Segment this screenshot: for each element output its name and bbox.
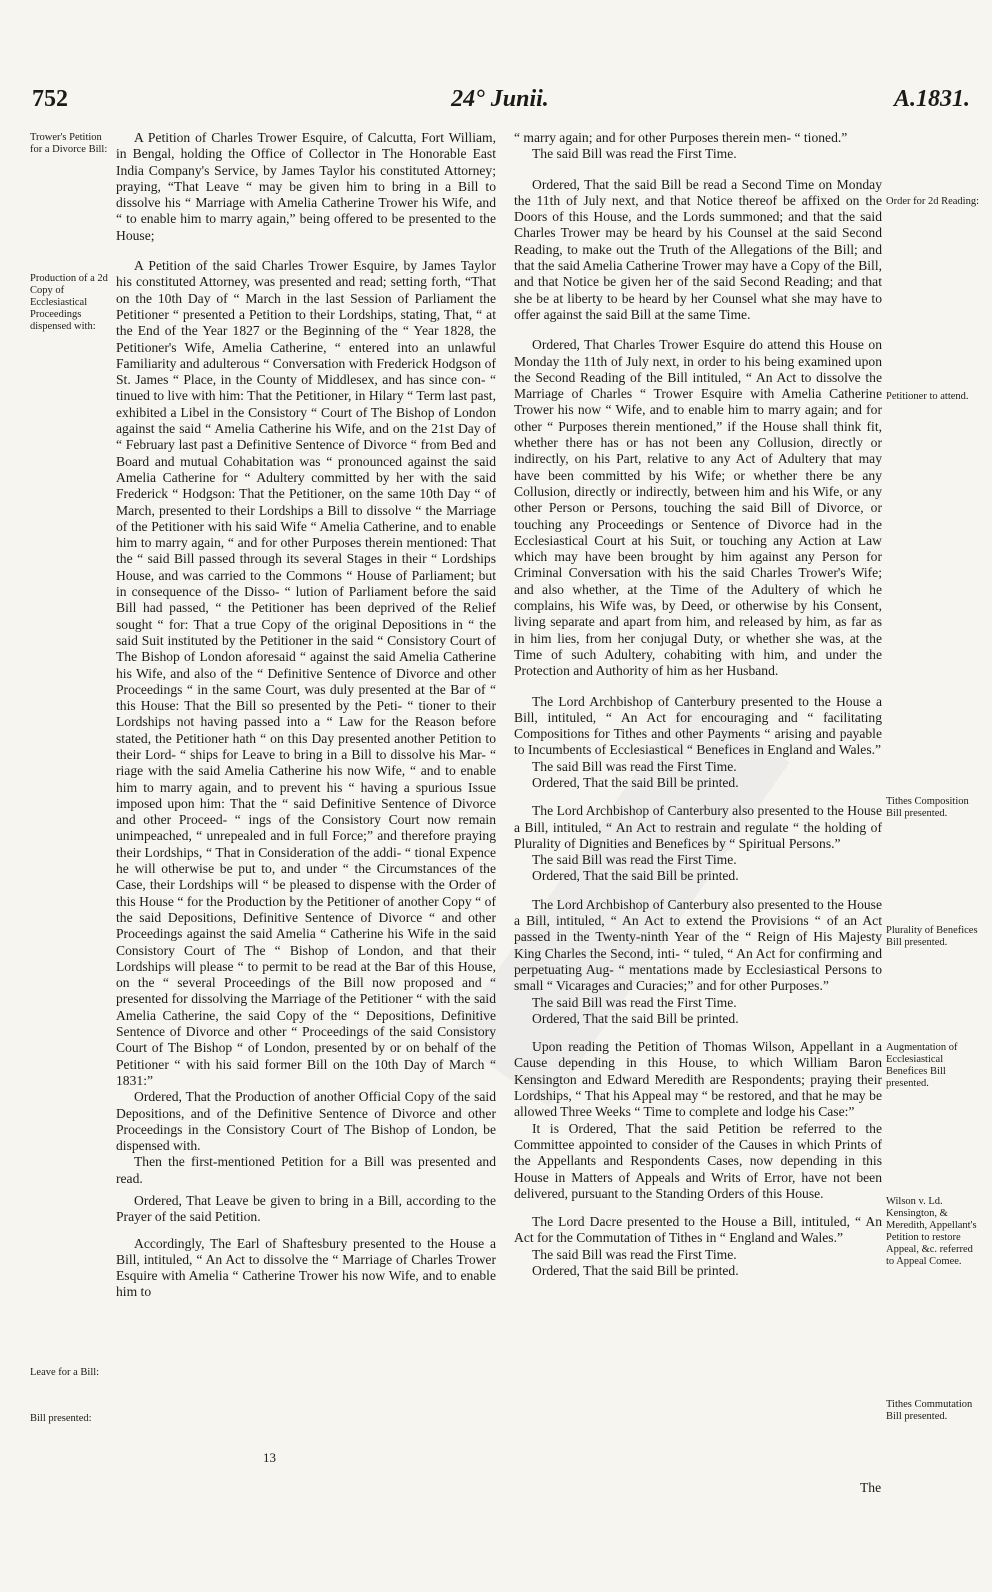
margin-note: Plurality of Benefices Bill presented. [886,925,978,948]
paragraph: The said Bill was read the First Time. [532,994,737,1010]
paragraph: The said Bill was read the First Time. [532,758,737,774]
page-number: 752 [32,86,68,112]
paragraph: Ordered, That Charles Trower Esquire do attend this House on Monday the 11th of July next, in order to his being examined upon the Second Reading of the Bill intituled, “ An Act to dissolve the Marriage of Charles “ Trower Esquire with Amelia Catherine Trower his now “ Wife, and to enable him to marry again; and for other “ Purposes therein mentioned,” if the House shall think fit, whether there has or has not been any Collusion, directly or indirectly, on his Part, relative to any Act of Adultery that may have been committed by his Wife; or whether there be any Collusion, directly or indirectly, between him and his Wife, or any other Person or Persons, touching the said Bill of Divorce, or touching any Proceedings or Sentence of Divorce had in the Ecclesiastical Court at his Suit, or touching any Action at Law which may have been brought by him against any Person for Criminal Conversation with his the said Charles Trower's Wife; and also whether, at the Time of the Adultery of which he complains, his Wife was, by Deed, or otherwise by his Consent, living separate and apart from him, and released by him, as far as in him lies, from her conjugal Duty, or whether she was, at the Time of such Adultery, cohabiting with him, and under the Protection and Authority of him as her Husband. [514,337,882,679]
left-column [116,130,496,1301]
paragraph: A Petition of Charles Trower Esquire, of Calcutta, Fort William, in Bengal, holding the Office of Collector in The Honorable East India Company's Service, by James Taylor his constituted Attorney; praying, “That Leave “ may be given him to bring in a Bill to dissolve his “ Marriage with Amelia Catherine Trower his Wife, and “ to enable him to marry again,” being offered to be presented to the House; [116,130,496,243]
margin-note: Augmentation of Ecclesiastical Benefices Bill presented. [886,1042,958,1089]
paragraph: Then the first-mentioned Petition for a Bill was presented and read. [116,1154,496,1186]
margin-note: Leave for a Bill: [30,1367,100,1378]
margin-note: Trower's Petition for a Divorce Bill: [30,132,108,155]
paragraph: The said Bill was read the First Time. [532,852,737,868]
paragraph: The Lord Dacre presented to the House a Bill, intituled, “ An Act for the Commutation of Tithes in “ England and Wales.” [514,1214,882,1246]
paragraph: The Lord Archbishop of Canterbury also presented to the House a Bill, intituled, “ An Act to extend the Provisions “ of an Act passed in the Twenty-ninth Year of the “ Reign of His Majesty King Charles the Second, inti- “ tuled, “ An Act for confirming and perpetuating Aug- “ mentations made by Ecclesiastical Persons to small “ Vicarages and Curacies;” and for other Purposes.” [514,896,882,994]
paragraph: It is Ordered, That the said Petition be referred to the Committee appointed to consider of the Causes in which Prints of the Appellants and Respondents Cases, now depending in this House in Matters of Appeals and Writs of Error, have not been delivered, pursuant to the Standing Orders of this House. [514,1120,882,1201]
paragraph: A Petition of the said Charles Trower Esquire, by James Taylor his constituted Attorney, was presented and read; setting forth, “That on the 10th Day of “ March in the last Session of Parliament the Petitioner “ presented a Petition to their Lordships, stating, That, “ at the End of the Year 1827 or the Beginning of the “ Year 1828, the Petitioner's Wife, Amelia Catherine, “ entered into an unlawful Familiarity and adulterous “ Conversation with Frederick Hodgson of St. James “ Place, in the County of Middlesex, and has since con- “ tinued to live with him: That the Petitioner, in Hilary “ Term last past, exhibited a Libel in the Consistory “ Court of The Bishop of London against the said “ Amelia Catherine his Wife, and on the 21st Day of “ February last past a Definitive Sentence of Divorce “ from Bed and Board and mutual Cohabitation was “ pronounced against the said Amelia Catherine for “ Adultery committed by her with the said Frederick “ Hodgson: That the Petitioner, on the same 10th Day “ of March, presented to their Lordships a Bill to dissolve “ the Marriage of the Petitioner with his said Wife “ Amelia Catherine, and to enable him to marry again, “ and for other Purposes therein mentioned: That the “ said Bill passed through its several Stages in their “ Lordships House, and was carried to the Commons “ House of Parliament; but in consequence of the Disso- “ lution of Parliament before the said Bill had passed, “ the Petitioner has been deprived of the Relief sought “ for: That a true Copy of the original Depositions in “ the said Suit instituted by the Petitioner in the said “ Consistory Court of The Bishop of London aforesaid “ against the said Amelia Catherine his Wife, and also of the “ Definitive Sentence of Divorce and other Proceedings “ in the same Court, was duly presented at the Bar of “ this House: That the Bill so presented by the Peti- “ tioner to their Lordships not having passed into a “ Law for the Reason before stated, the Petitioner hath “ on this Day presented another Petition to their Lord- “ ships for Leave to bring in a Bill to dissolve his Mar- “ riage with the said Amelia Catherine his now Wife, “ and to enable him to marry again, and to prevent his “ having a spurious Issue imposed upon him: That the “ said Definitive Sentence of Divorce and other Proceed- “ ings of the Consistory Court now remain unimpeached, “ unrepealed and in full Force;” and therefore praying their Lordships, “ That in Consideration of the addi- “ tional Expence he will otherwise be put to, and under “ the Circumstances of the Case, their Lordships will “ be pleased to dispense with the Order of this House “ for the Production by the Petitioner of another Copy “ of the said Depositions, Definitive Sentence of Divorce “ and other Proceedings against the said Amelia “ Catherine his Wife in the said Consistory Court of The “ Bishop of London, and that their Lordships will please “ to permit to be read at the Bar of this House, on the “ several Proceedings of the Bill now proposed and “ presented for dissolving the Marriage of the Petitioner “ with the said Amelia Catherine, the said Copy of the “ Depositions, Definitive Sentence of Divorce and other “ Proceedings of the said Consistory Court of The Bishop “ of London, presented by or on behalf of the Petitioner “ with his said former Bill on the 10th Day of March “ 1831:” [116,258,496,1088]
paragraph: “ marry again; and for other Purposes therein men- “ tioned.” [514,130,848,145]
paragraph: Ordered, That the Production of another Official Copy of the said Depositions, and of the Definitive Sentence of Divorce and other Proceedings in the Consistory Court of The Bishop of London, be dispensed with. [116,1089,496,1154]
signature-mark: 13 [263,1450,276,1465]
margin-note: Wilson v. Ld. Kensington, & Meredith, Appellant's Petition to restore Appeal, &c. referred to Appeal Comee. [886,1196,977,1267]
paragraph: Ordered, That the said Bill be printed. [532,1010,739,1026]
paragraph: Accordingly, The Earl of Shaftesbury presented to the House a Bill, intituled, “ An Act to dissolve the “ Marriage of Charles Trower Esquire with Amelia “ Catherine Trower his now Wife, and to enable him to [116,1235,496,1300]
paragraph: Ordered, That the said Bill be printed. [532,1263,739,1278]
margin-note: Order for 2d Reading: [886,196,980,207]
paragraph: The said Bill was read the First Time. [532,1246,737,1262]
margin-note: Production of a 2d Copy of Ecclesiastical Proceedings dispensed with: [30,273,108,332]
paragraph: The Lord Archbishop of Canterbury also presented to the House a Bill, intituled, “ An Act to restrain and regulate “ the holding of Plurality of Dignities and Benefices by “ Spiritual Persons.” [514,803,882,851]
margin-note: Tithes Composition Bill presented. [886,796,969,819]
right-column [514,130,882,1279]
paragraph: The said Bill was read the First Time. [532,146,737,162]
page-year: A.1831. [893,86,970,112]
paragraph: Ordered, That the said Bill be printed. [532,774,739,790]
paragraph: Ordered, That the said Bill be read a Second Time on Monday the 11th of July next, and that Notice thereof be affixed on the Doors of this House, and the Lords summoned; and that the said Charles Trower may be heard by his Counsel at the said Second Reading, to make out the Truth of the Allegations of the Bill; and that the said Amelia Catherine Trower may have a Copy of the Bill, and that Notice be given her of the said Second Reading; and that she be at liberty to be heard by her Counsel what she may have to offer against the said Bill at the same Time. [514,176,882,322]
paragraph: The Lord Archbishop of Canterbury presented to the House a Bill, intituled, “ An Act for encouraging and “ facilitating Compositions for Tithes and other Payments “ arising and payable to Incumbents of Ecclesiastical “ Benefices in England and Wales.” [514,693,882,758]
margin-note: Petitioner to attend. [886,391,969,402]
paragraph: Ordered, That Leave be given to bring in a Bill, according to the Prayer of the said Petition. [116,1193,496,1225]
page-header [30,86,970,126]
paragraph: Ordered, That the said Bill be printed. [532,868,739,884]
margin-note: Tithes Commutation Bill presented. [886,1399,973,1422]
paragraph: Upon reading the Petition of Thomas Wilson, Appellant in a Cause depending in this House, to which William Baron Kensington and Edward Meredith are Respondents; praying their Lordships, “ That his Appeal may “ be restored, and that he may be allowed Three Weeks “ Time to complete and lodge his Case:” [514,1039,882,1120]
catchword: The [860,1480,882,1495]
page-date: 24° Junii. [451,86,549,112]
margin-note: Bill presented: [30,1413,92,1424]
